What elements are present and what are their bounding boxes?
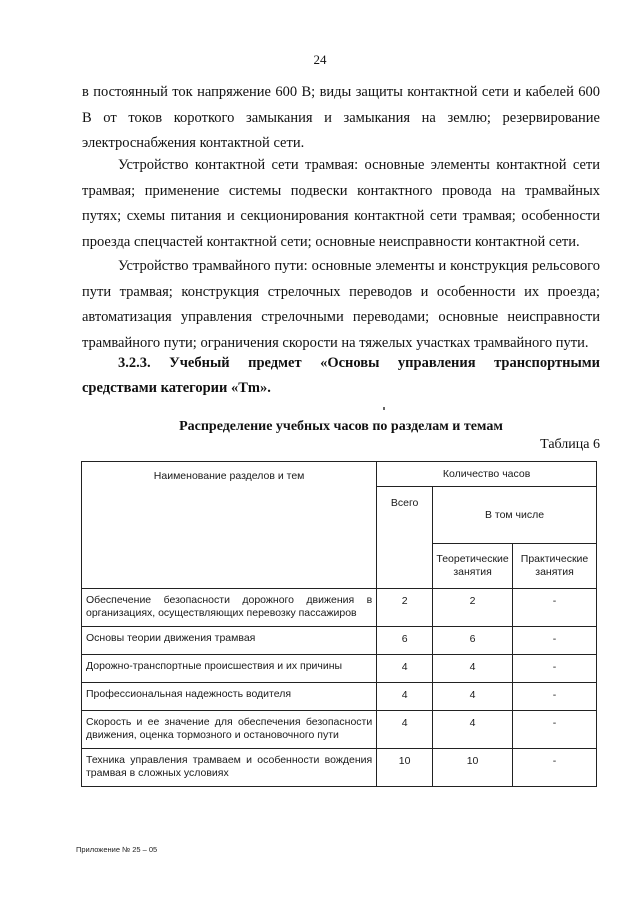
practice-hours: - — [513, 627, 597, 655]
practice-hours: - — [513, 589, 597, 627]
table-caption: Таблица 6 — [540, 437, 600, 452]
theory-hours: 2 — [433, 589, 513, 627]
table-row — [82, 749, 597, 787]
practice-hours: - — [513, 655, 597, 683]
total-hours: 4 — [377, 711, 433, 749]
table-row — [82, 655, 597, 683]
page-number: 24 — [313, 52, 327, 67]
theory-hours: 4 — [433, 711, 513, 749]
table-title: Распределение учебных часов по разделам и темам — [179, 419, 503, 434]
topic-name: Дорожно-транспортные происшествия и их причины — [82, 655, 377, 683]
table-row — [82, 627, 597, 655]
header-topic-name: Наименование разделов и тем — [82, 462, 377, 589]
total-hours: 10 — [377, 749, 433, 787]
header-hours-quantity: Количество часов — [377, 462, 597, 487]
table-row — [82, 589, 597, 627]
header-theory: Теоретические занятия — [433, 544, 513, 589]
total-hours: 4 — [377, 655, 433, 683]
topic-name: Основы теории движения трамвая — [82, 627, 377, 655]
practice-hours: - — [513, 749, 597, 787]
table-row — [82, 711, 597, 749]
theory-hours: 6 — [433, 627, 513, 655]
header-practice: Практические занятия — [513, 544, 597, 589]
paragraph-power-supply: в постоянный ток напряжение 600 В; виды защиты контактной сети и кабелей 600 В от токов короткого замыкания и замыкания на землю; резервирование электроснабжения контактной сети. — [82, 84, 600, 151]
hours-distribution-table — [81, 461, 597, 787]
footer-note: Приложение № 25 – 05 — [76, 845, 158, 854]
practice-hours: - — [513, 711, 597, 749]
theory-hours: 4 — [433, 655, 513, 683]
topic-name: Скорость и ее значение для обеспечения безопасности движения, оценка тормозного и остановочного пути — [82, 711, 377, 749]
scan-speck — [383, 407, 385, 410]
paragraph-tram-track: Устройство трамвайного пути: основные элементы и конструкция рельсового пути трамвая; конструкция стрелочных переводов и особенности их проезда; автоматизация управления стрелочными переводами; основные неисправности трамвайного пути; ограничения скорости на тяжелых участках трамвайного пути. — [82, 258, 600, 351]
paragraph-contact-network: Устройство контактной сети трамвая: основные элементы контактной сети трамвая; применение системы подвески контактного провода на трамвайных путях; схемы питания и секционирования контактной сети трамвая; особенности проезда спецчастей контактной сети; основные неисправности контактной сети. — [82, 157, 600, 250]
table-row — [82, 683, 597, 711]
theory-hours: 4 — [433, 683, 513, 711]
total-hours: 4 — [377, 683, 433, 711]
topic-name: Обеспечение безопасности дорожного движения в организациях, осуществляющих перевозку пассажиров — [82, 589, 377, 627]
header-including: В том числе — [433, 487, 597, 544]
header-total: Всего — [377, 487, 433, 589]
topic-name: Техника управления трамваем и особенности вождения трамвая в сложных условиях — [82, 749, 377, 787]
theory-hours: 10 — [433, 749, 513, 787]
total-hours: 6 — [377, 627, 433, 655]
practice-hours: - — [513, 683, 597, 711]
total-hours: 2 — [377, 589, 433, 627]
topic-name: Профессиональная надежность водителя — [82, 683, 377, 711]
section-heading: 3.2.3. Учебный предмет «Основы управления транспортными средствами категории «Tm». — [82, 355, 600, 396]
